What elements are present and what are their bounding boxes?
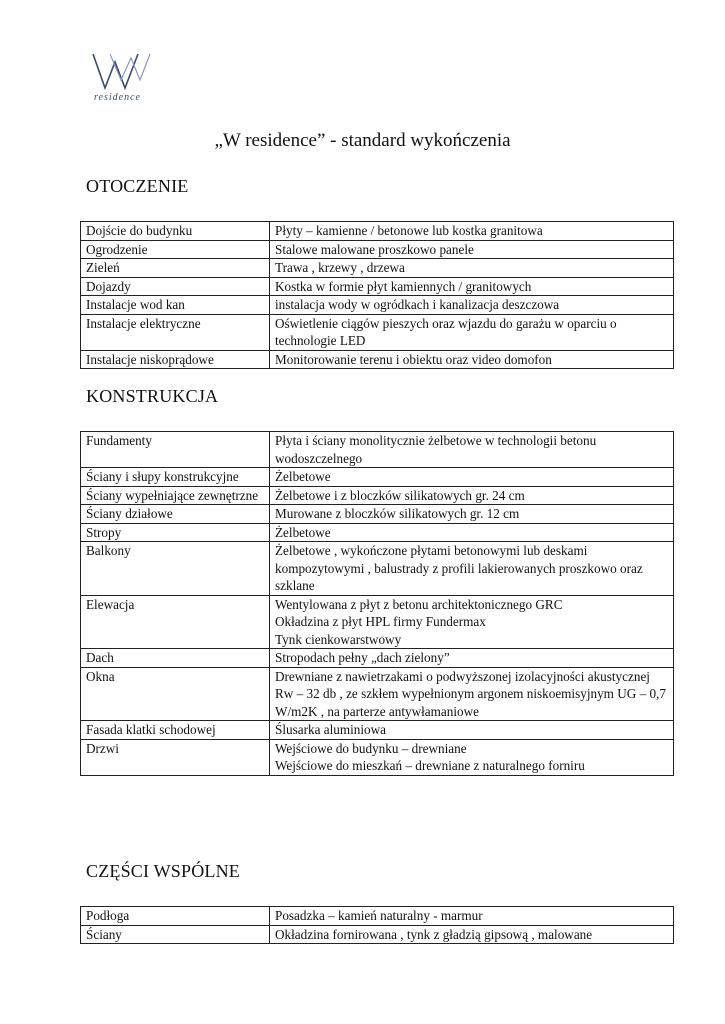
row-value: Posadzka – kamień naturalny - marmur [270,907,674,926]
row-label: Stropy [81,523,270,542]
table-row [81,925,674,944]
table-row [81,240,674,259]
row-label: Fasada klatki schodowej [81,721,270,740]
row-value: Okładzina fornirowana , tynk z gładzią gipsową , malowane [270,925,674,944]
row-label: Ogrodzenie [81,240,270,259]
table-row [81,739,674,775]
table-row [81,721,674,740]
row-value: instalacja wody w ogródkach i kanalizacja deszczowa [270,296,674,315]
table-row [81,314,674,350]
row-label: Ściany wypełniające zewnętrzne [81,486,270,505]
row-value: Wentylowana z płyt z betonu architektonicznego GRC Okładzina z płyt HPL firmy Fundermax Tynk cienkowarstwowy [270,595,674,649]
table-czesci-wspolne [80,906,674,944]
row-label: Dojście do budynku [81,222,270,241]
row-value: Monitorowanie terenu i obiektu oraz video domofon [270,350,674,369]
table-row [81,277,674,296]
row-value: Ślusarka aluminiowa [270,721,674,740]
row-value: Żelbetowe i z bloczków silikatowych gr. 24 cm [270,486,674,505]
row-label: Okna [81,667,270,721]
row-value: Płyta i ściany monolitycznie żelbetowe w technologii betonu wodoszczelnego [270,432,674,468]
row-label: Instalacje elektryczne [81,314,270,350]
row-value: Płyty – kamienne / betonowe lub kostka granitowa [270,222,674,241]
row-label: Elewacja [81,595,270,649]
table-row [81,595,674,649]
table-row [81,505,674,524]
row-label: Drzwi [81,739,270,775]
table-otoczenie [80,221,674,369]
row-value: Trawa , krzewy , drzewa [270,259,674,278]
row-label: Ściany działowe [81,505,270,524]
row-label: Podłoga [81,907,270,926]
table-row [81,486,674,505]
row-value: Drewniane z nawietrzakami o podwyższonej izolacyjności akustycznej Rw – 32 db , ze szkłem wypełnionym argonem niskoemisyjnym UG – 0,7 W/m2K , na parterze antywłamaniowe [270,667,674,721]
row-value: Murowane z bloczków silikatowych gr. 12 cm [270,505,674,524]
row-label: Balkony [81,542,270,596]
row-label: Ściany i słupy konstrukcyjne [81,468,270,487]
table-konstrukcja [80,431,674,776]
row-label: Instalacje wod kan [81,296,270,315]
row-value: Żelbetowe , wykończone płytami betonowymi lub deskami kompozytowymi , balustrady z profili lakierowanych proszkowo oraz szklane [270,542,674,596]
table-row [81,523,674,542]
table-row [81,542,674,596]
table-row [81,468,674,487]
table-row [81,222,674,241]
section-heading-otoczenie: OTOCZENIE [86,176,189,196]
row-label: Dach [81,649,270,668]
row-label: Ściany [81,925,270,944]
row-label: Fundamenty [81,432,270,468]
row-value: Żelbetowe [270,523,674,542]
row-value: Wejściowe do budynku – drewniane Wejściowe do mieszkań – drewniane z naturalnego forniru [270,739,674,775]
row-value: Oświetlenie ciągów pieszych oraz wjazdu do garażu w oparciu o technologie LED [270,314,674,350]
row-label: Instalacje niskoprądowe [81,350,270,369]
section-heading-konstrukcja: KONSTRUKCJA [86,386,219,406]
row-value: Żelbetowe [270,468,674,487]
row-value: Stalowe malowane proszkowo panele [270,240,674,259]
table-row [81,259,674,278]
section-heading-czesci-wspolne: CZĘŚCI WSPÓLNE [86,861,240,881]
table-row [81,649,674,668]
row-label: Dojazdy [81,277,270,296]
row-value: Stropodach pełny „dach zielony” [270,649,674,668]
document-title: „W residence” - standard wykończenia [214,130,511,151]
table-row [81,432,674,468]
table-row [81,907,674,926]
logo-text: residence [94,92,141,103]
table-row [81,296,674,315]
table-row [81,667,674,721]
row-value: Kostka w formie płyt kamiennych / granitowych [270,277,674,296]
row-label: Zieleń [81,259,270,278]
table-row [81,350,674,369]
